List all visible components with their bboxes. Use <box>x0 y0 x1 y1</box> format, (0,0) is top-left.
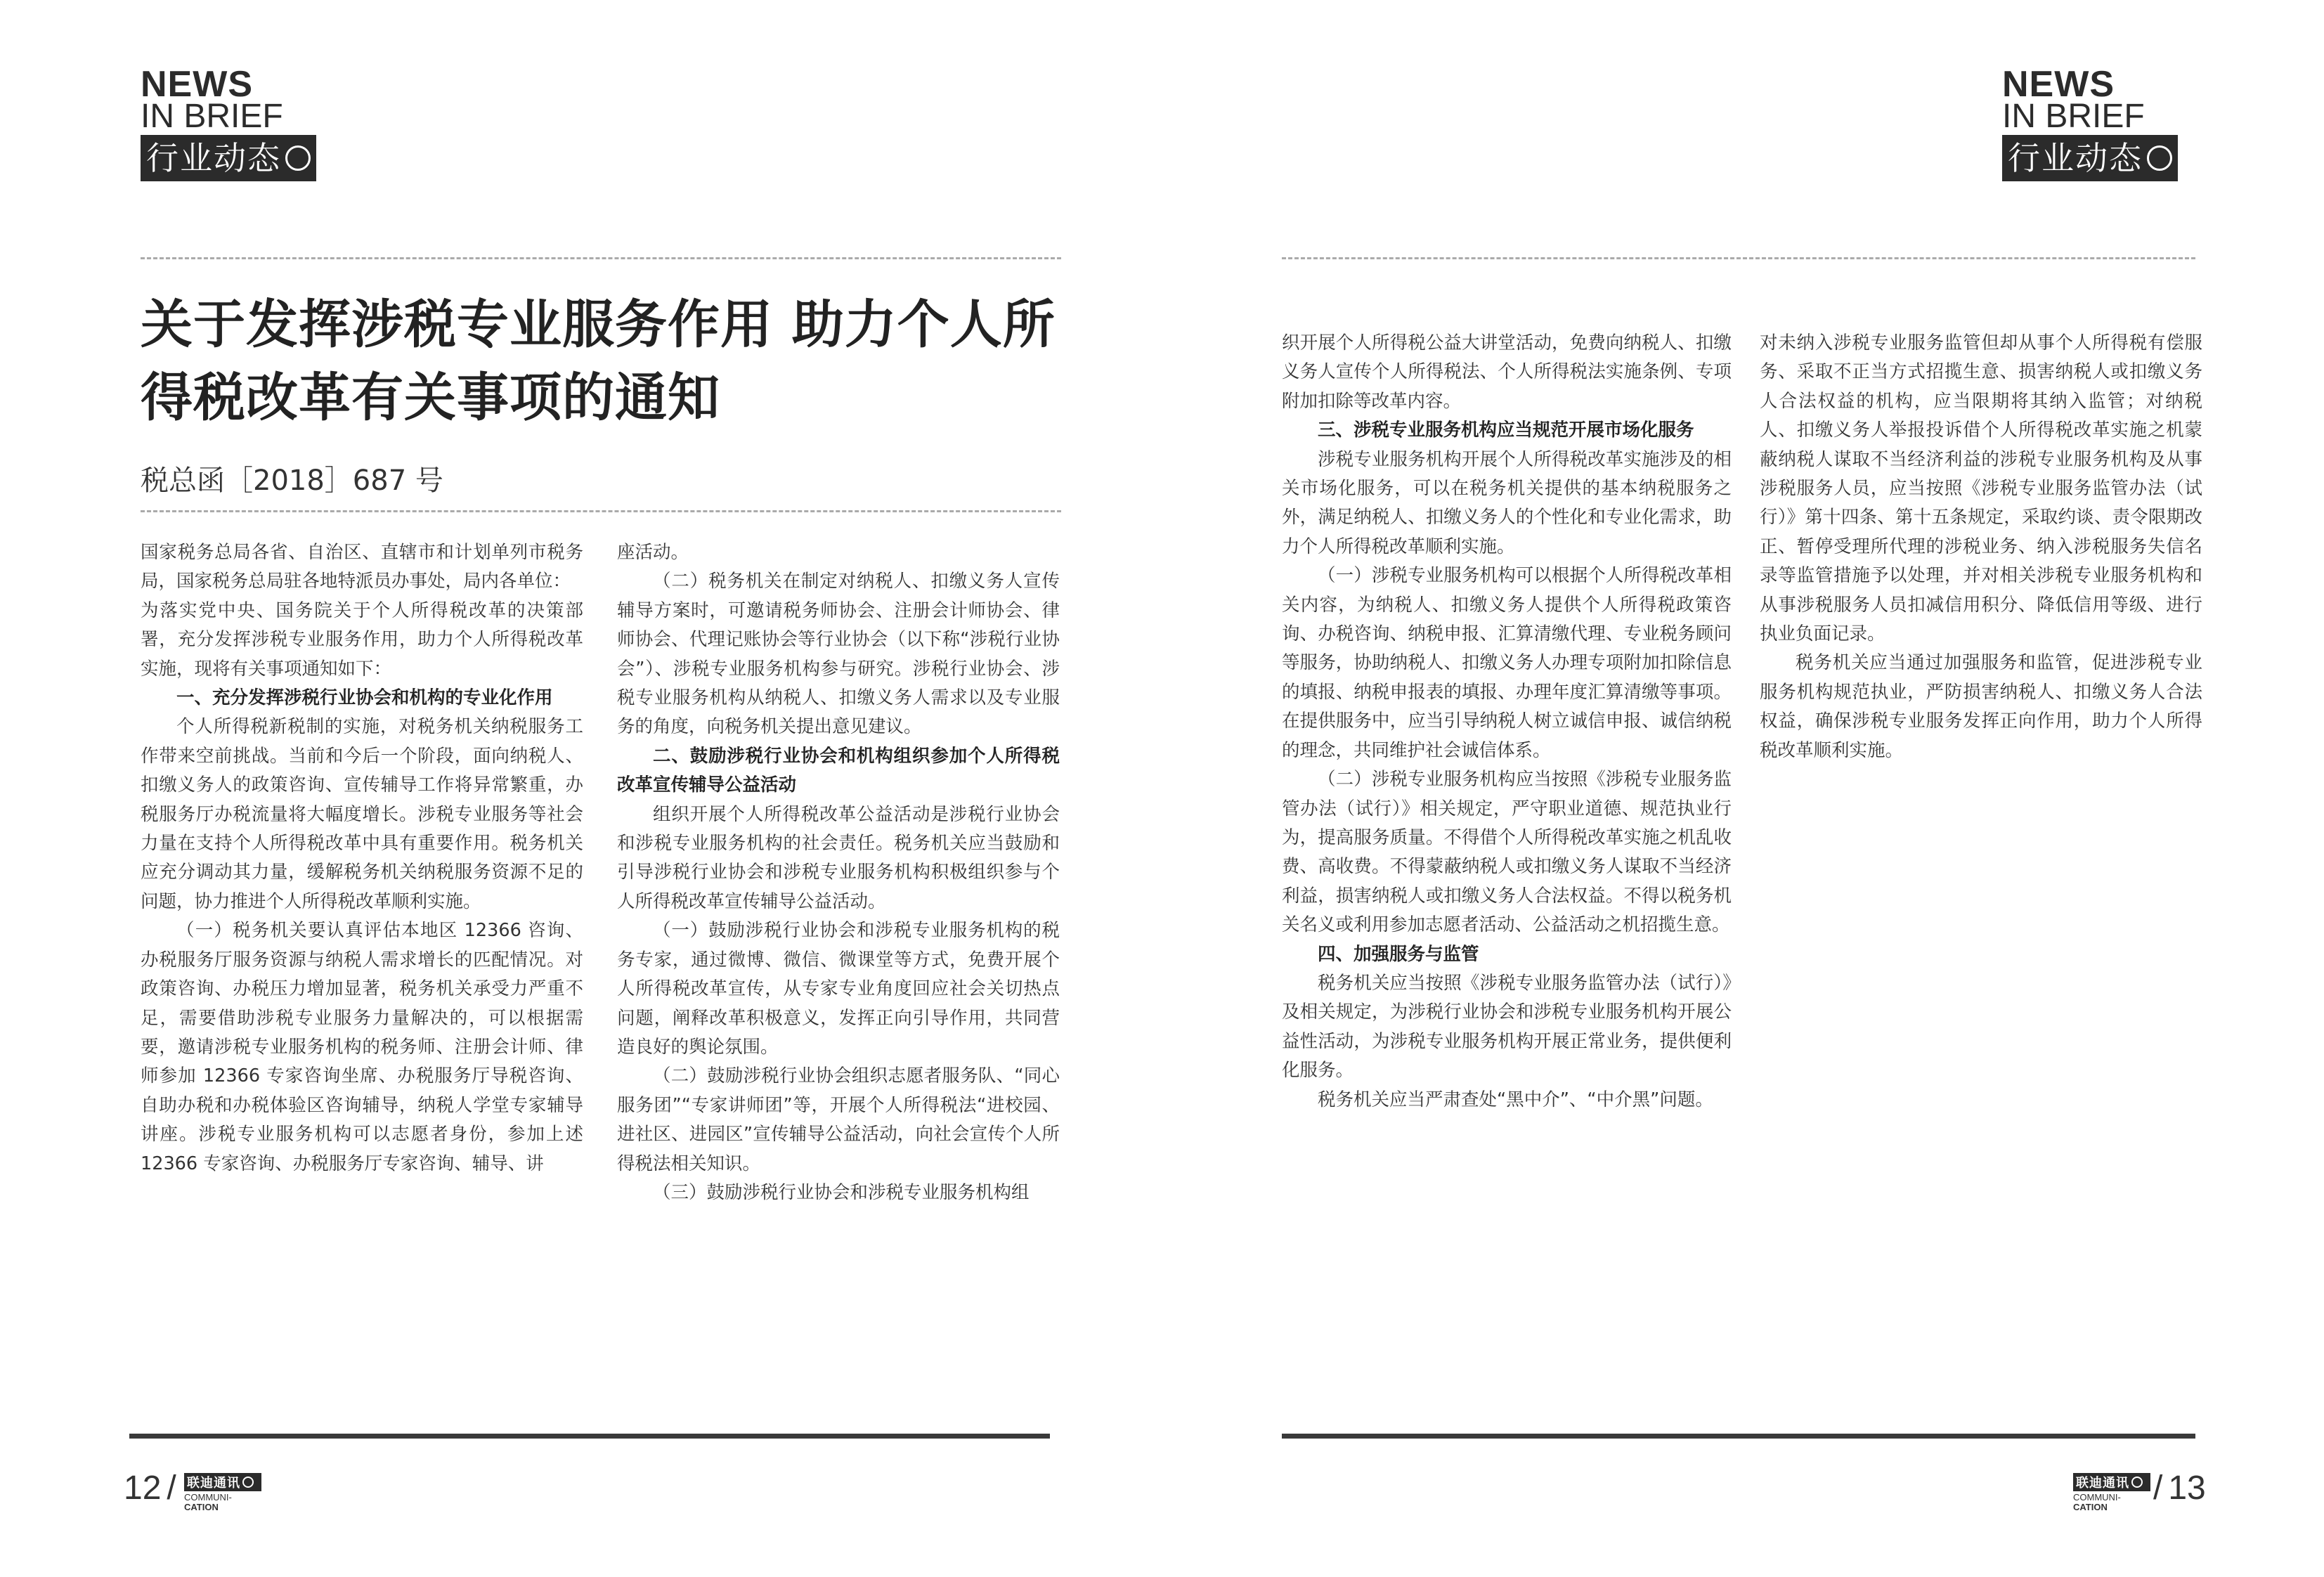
masthead-news: NEWS <box>141 64 253 105</box>
masthead-cn: 行业动态 <box>146 139 281 177</box>
masthead <box>141 64 351 181</box>
logo-label <box>184 1473 261 1491</box>
paragraph: （二）税务机关在制定对纳税人、扣缴义务人宣传辅导方案时，可邀请税务师协会、注册会计师协会、律师协会、代理记账协会等行业协会（以下称“涉税行业协会”）、涉税专业服务机构参与研究。涉税行业协会、涉税专业服务机构从纳税人、扣缴义务人需求以及专业服务的角度，向税务机关提出意见建议。 <box>617 571 1060 738</box>
title-divider <box>141 510 1061 512</box>
logo-label <box>2073 1473 2150 1491</box>
circle-logo-icon <box>2131 1477 2143 1488</box>
footer-rule <box>1282 1434 2195 1439</box>
column-4 <box>1760 329 2202 765</box>
masthead-section-label <box>2002 135 2178 181</box>
masthead-in-brief: IN BRIEF <box>2002 98 2145 135</box>
masthead-cn: 行业动态 <box>2008 139 2143 177</box>
paragraph: （二）涉税专业服务机构应当按照《涉税专业服务监管办法（试行）》相关规定，严守职业道德、规范执业行为，提高服务质量。不得借个人所得税改革实施之机乱收费、高收费。不得蒙蔽纳税人或扣缴义务人谋取不当经济利益，损害纳税人或扣缴义务人合法权益。不得以税务机关名义或利用参加志愿者活动、公益活动之机招揽生意。 <box>1282 769 1732 936</box>
circle-logo-icon <box>2147 145 2172 171</box>
logo-en-2-text: CATION <box>2073 1502 2108 1512</box>
paragraph: 组织开展个人所得税改革公益活动是涉税行业协会和涉税专业服务机构的社会责任。税务机关应当鼓励和引导涉税行业协会和涉税专业服务机构积极组织参与个人所得税改革宣传辅导公益活动。 <box>617 803 1060 912</box>
masthead <box>2002 64 2213 181</box>
section-heading: 三、涉税专业服务机构应当规范开展市场化服务 <box>1318 420 1694 441</box>
section-heading: 二、鼓励涉税行业协会和机构组织参加个人所得税改革宣传辅导公益活动 <box>617 745 1060 796</box>
logo-subtitle <box>2073 1493 2150 1512</box>
paragraph: 织开展个人所得税公益大讲堂活动，免费向纳税人、扣缴义务人宣传个人所得税法、个人所得税法实施条例、专项附加扣除等改革内容。 <box>1282 332 1732 412</box>
page-number: 13 <box>2168 1469 2206 1507</box>
logo-en-2-text: CATION <box>184 1502 219 1512</box>
masthead-in-brief: IN BRIEF <box>141 98 283 135</box>
section-heading: 一、充分发挥涉税行业协会和机构的专业化作用 <box>176 687 553 709</box>
masthead-news: NEWS <box>2002 64 2115 105</box>
logo-cn: 联迪通讯 <box>2076 1476 2129 1491</box>
logo-en-2 <box>184 1503 261 1512</box>
document-number: 税总函［2018］687 号 <box>141 465 443 497</box>
paragraph: 税务机关应当通过加强服务和监管，促进涉税专业服务机构规范执业，严防损害纳税人、扣缴义务人合法权益，确保涉税专业服务发挥正向作用，助力个人所得税改革顺利实施。 <box>1760 652 2202 761</box>
logo-en-1: COMMUNI- <box>184 1492 232 1503</box>
paragraph: （二）鼓励涉税行业协会组织志愿者服务队、“同心服务团”“专家讲师团”等，开展个人所得税法“进校园、进社区、进园区”宣传辅导公益活动，向社会宣传个人所得税法相关知识。 <box>617 1065 1060 1174</box>
paragraph: 税务机关应当严肃查处“黑中介”、“中介黑”问题。 <box>1318 1089 1713 1110</box>
header-divider <box>1282 257 2195 259</box>
page-number-left <box>124 1469 176 1507</box>
paragraph: 涉税专业服务机构开展个人所得税改革实施涉及的相关市场化服务，可以在税务机关提供的基本纳税服务之外，满足纳税人、扣缴义务人的个性化和专业化需求，助力个人所得税改革顺利实施。 <box>1282 448 1732 557</box>
logo-cn: 联迪通讯 <box>187 1476 240 1491</box>
paragraph: 税务机关应当按照《涉税专业服务监管办法（试行）》及相关规定，为涉税行业协会和涉税专业服务机构开展公益性活动，为涉税专业服务机构开展正常业务，提供便利化服务。 <box>1282 972 1732 1082</box>
paragraph: （三）鼓励涉税行业协会和涉税专业服务机构组 <box>653 1181 1030 1203</box>
article-title: 关于发挥涉税专业服务作用 助力个人所得税改革有关事项的通知 <box>141 294 1056 428</box>
logo-en-2 <box>2073 1503 2150 1512</box>
paragraph: 国家税务总局各省、自治区、直辖市和计划单列市税务局，国家税务总局驻各地特派员办事处，局内各单位： <box>141 542 583 592</box>
footer-logo-left <box>184 1473 261 1512</box>
section-heading: 四、加强服务与监管 <box>1318 943 1479 965</box>
header-divider <box>141 257 1061 259</box>
paragraph: 个人所得税新税制的实施，对税务机关纳税服务工作带来空前挑战。当前和今后一个阶段，面向纳税人、扣缴义务人的政策咨询、宣传辅导工作将异常繁重，办税服务厅办税流量将大幅度增长。涉税专业服务等社会力量在支持个人所得税改革中具有重要作用。税务机关应充分调动其力量，缓解税务机关纳税服务资源不足的问题，协力推进个人所得税改革顺利实施。 <box>141 716 583 912</box>
page-number-right <box>2153 1469 2206 1507</box>
circle-logo-icon <box>242 1477 254 1488</box>
paragraph: （一）税务机关要认真评估本地区 12366 咨询、办税服务厅服务资源与纳税人需求增长的匹配情况。对政策咨询、办税压力增加显著，税务机关承受力严重不足，需要借助涉税专业服务力量解决的，可以根据需要，邀请涉税专业服务机构的税务师、注册会计师、律师参加 12366 专家咨询坐席、办税服务厅导税咨询、自助办税和办税体验区咨询辅导，纳税人学堂专家辅导讲座。涉税专业服务机构可以志愿者身份，参加上述 12366 专家咨询、办税服务厅专家咨询、辅导、讲 <box>141 920 583 1174</box>
column-3 <box>1282 329 1732 1115</box>
masthead-section-label <box>141 135 316 181</box>
logo-en-1: COMMUNI- <box>2073 1492 2121 1503</box>
paragraph: （一）涉税专业服务机构可以根据个人所得税改革相关内容，为纳税人、扣缴义务人提供个人所得税政策咨询、办税咨询、纳税申报、汇算清缴代理、专业税务顾问等服务，协助纳税人、扣缴义务人办理专项附加扣除信息的填报、纳税申报表的填报、办理年度汇算清缴等事项。在提供服务中，应当引导纳税人树立诚信申报、诚信纳税的理念，共同维护社会诚信体系。 <box>1282 565 1732 761</box>
paragraph: 对未纳入涉税专业服务监管但却从事个人所得税有偿服务、采取不正当方式招揽生意、损害纳税人或扣缴义务人合法权益的机构，应当限期将其纳入监管；对纳税人、扣缴义务人举报投诉借个人所得税改革实施之机蒙蔽纳税人谋取不当经济利益的涉税专业服务机构及从事涉税服务人员，应当按照《涉税专业服务监管办法（试行）》第十四条、第十五条规定，采取约谈、责令限期改正、暂停受理所代理的涉税业务、纳入涉税服务失信名录等监管措施予以处理，并对相关涉税专业服务机构和从事涉税服务人员扣减信用积分、降低信用等级、进行执业负面记录。 <box>1760 332 2202 645</box>
paragraph: （一）鼓励涉税行业协会和涉税专业服务机构的税务专家，通过微博、微信、微课堂等方式，免费开展个人所得税改革宣传，从专家专业角度回应社会关切热点问题，阐释改革积极意义，发挥正向引导作用，共同营造良好的舆论氛围。 <box>617 920 1060 1058</box>
paragraph: 为落实党中央、国务院关于个人所得税改革的决策部署，充分发挥涉税专业服务作用，助力个人所得税改革实施，现将有关事项通知如下： <box>141 599 583 680</box>
circle-logo-icon <box>285 145 311 171</box>
paragraph: 座活动。 <box>617 542 689 563</box>
folio-slash: / <box>167 1469 176 1507</box>
logo-subtitle <box>184 1493 261 1512</box>
column-1 <box>141 538 583 1179</box>
folio-slash: / <box>2153 1469 2163 1507</box>
column-2 <box>617 538 1060 1207</box>
footer-rule <box>129 1434 1050 1439</box>
page-number: 12 <box>124 1469 162 1507</box>
footer-logo-right <box>2073 1473 2150 1512</box>
right-page <box>1162 0 2324 1577</box>
